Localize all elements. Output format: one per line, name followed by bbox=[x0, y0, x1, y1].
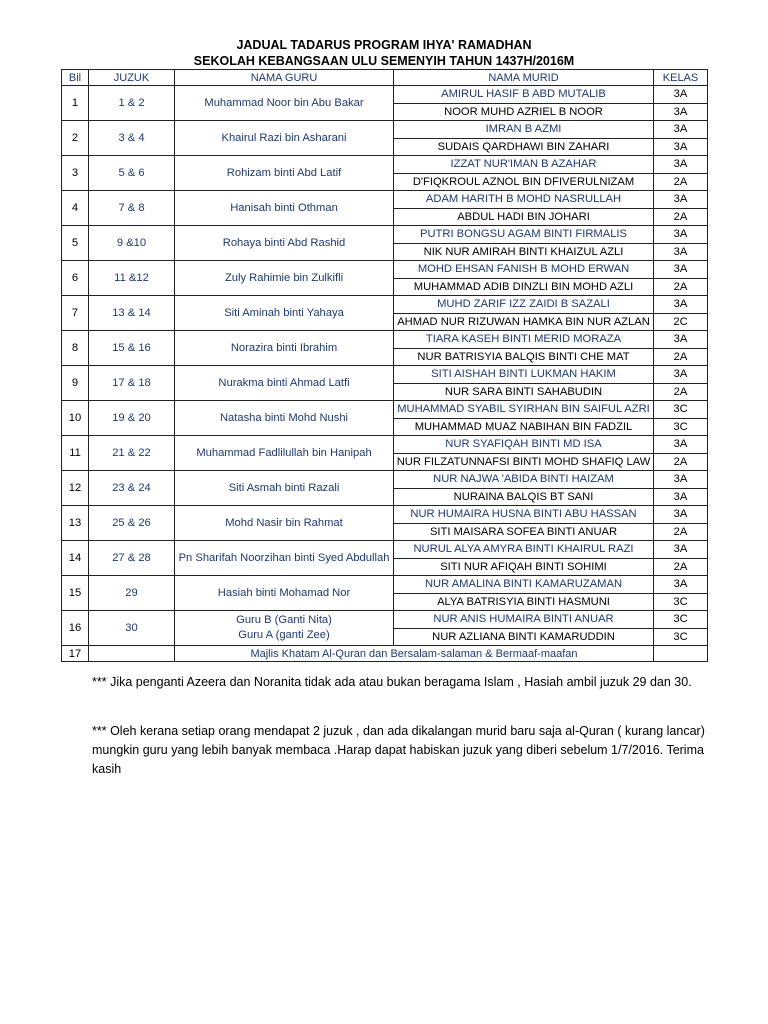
table-row bbox=[62, 366, 708, 401]
cell-bil: 16 bbox=[62, 611, 89, 646]
cell-kelas bbox=[654, 576, 708, 611]
cell-kelas bbox=[654, 86, 708, 121]
murid-name: NUR BATRISYIA BALQIS BINTI CHE MAT bbox=[394, 348, 653, 366]
kelas-value: 3A bbox=[673, 88, 688, 101]
murid-name: MUHAMMAD MUAZ NABIHAN BIN FADZIL bbox=[394, 418, 653, 436]
murid-name: SUDAIS QARDHAWI BIN ZAHARI bbox=[394, 138, 653, 156]
cell-murid bbox=[394, 331, 654, 366]
table-row bbox=[62, 401, 708, 436]
cell-juzuk: 23 & 24 bbox=[89, 471, 175, 506]
kelas-value: 2C bbox=[654, 313, 707, 331]
table-row bbox=[62, 471, 708, 506]
guru-name: Guru B (Ganti Nita) Guru A (ganti Zee) bbox=[236, 614, 332, 641]
kelas-value: 2A bbox=[654, 208, 707, 226]
schedule-table bbox=[61, 69, 708, 662]
cell-guru bbox=[175, 541, 394, 576]
cell-kelas bbox=[654, 366, 708, 401]
guru-name: Mohd Nasir bin Rahmat bbox=[225, 516, 343, 529]
cell-empty bbox=[654, 646, 708, 662]
murid-name: AHMAD NUR RIZUWAN HAMKA BIN NUR AZLAN bbox=[394, 313, 653, 331]
cell-juzuk: 19 & 20 bbox=[89, 401, 175, 436]
guru-name: Muhammad Fadlilullah bin Hanipah bbox=[196, 446, 372, 459]
kelas-value: 3A bbox=[654, 138, 707, 156]
table-row bbox=[62, 611, 708, 646]
kelas-value: 3A bbox=[673, 508, 688, 521]
murid-name: MOHD EHSAN FANISH B MOHD ERWAN bbox=[417, 263, 630, 276]
cell-guru bbox=[175, 366, 394, 401]
note-replacement: *** Jika penganti Azeera dan Noranita tidak ada atau bukan beragama Islam , Hasiah ambil juzuk 29 dan 30. bbox=[92, 675, 692, 689]
cell-juzuk: 11 &12 bbox=[89, 261, 175, 296]
murid-name: MUHAMMAD SYABIL SYIRHAN BIN SAIFUL AZRI bbox=[397, 403, 650, 416]
kelas-value: 3A bbox=[654, 103, 707, 121]
murid-name: SITI NUR AFIQAH BINTI SOHIMI bbox=[394, 558, 653, 576]
cell-kelas bbox=[654, 156, 708, 191]
kelas-value: 3A bbox=[673, 543, 688, 556]
kelas-value: 2A bbox=[654, 558, 707, 576]
cell-guru bbox=[175, 401, 394, 436]
cell-bil: 7 bbox=[62, 296, 89, 331]
cell-murid bbox=[394, 471, 654, 506]
cell-bil: 17 bbox=[62, 646, 89, 662]
cell-juzuk: 27 & 28 bbox=[89, 541, 175, 576]
guru-name: Muhammad Noor bin Abu Bakar bbox=[204, 96, 364, 109]
kelas-value: 3A bbox=[673, 333, 688, 346]
murid-name: NUR SARA BINTI SAHABUDIN bbox=[394, 383, 653, 401]
cell-kelas bbox=[654, 506, 708, 541]
cell-murid bbox=[394, 121, 654, 156]
guru-name: Siti Aminah binti Yahaya bbox=[224, 306, 344, 319]
kelas-value: 2A bbox=[654, 348, 707, 366]
guru-name: Zuly Rahimie bin Zulkifli bbox=[224, 271, 344, 284]
cell-bil: 14 bbox=[62, 541, 89, 576]
cell-juzuk: 21 & 22 bbox=[89, 436, 175, 471]
document-title: JADUAL TADARUS PROGRAM IHYA' RAMADHAN bbox=[236, 38, 532, 52]
cell-juzuk: 15 & 16 bbox=[89, 331, 175, 366]
kelas-value: 3A bbox=[673, 438, 688, 451]
kelas-value: 3A bbox=[673, 368, 688, 381]
kelas-value: 2A bbox=[654, 453, 707, 471]
table-header-row bbox=[62, 70, 708, 86]
cell-murid bbox=[394, 401, 654, 436]
murid-name: D'FIQKROUL AZNOL BIN DFIVERULNIZAM bbox=[394, 173, 653, 191]
cell-juzuk: 1 & 2 bbox=[89, 86, 175, 121]
table-row bbox=[62, 331, 708, 366]
kelas-value: 3A bbox=[673, 298, 688, 311]
cell-empty bbox=[89, 646, 175, 662]
cell-kelas bbox=[654, 331, 708, 366]
cell-kelas bbox=[654, 611, 708, 646]
cell-guru bbox=[175, 436, 394, 471]
murid-name: NUR NAJWA 'ABIDA BINTI HAIZAM bbox=[433, 473, 614, 486]
murid-name: NUR AZLIANA BINTI KAMARUDDIN bbox=[394, 628, 653, 646]
kelas-value: 3A bbox=[673, 263, 688, 276]
murid-name: SITI MAISARA SOFEA BINTI ANUAR bbox=[394, 523, 653, 541]
closing-ceremony-text: Majlis Khatam Al-Quran dan Bersalam-salaman & Bermaaf-maafan bbox=[175, 646, 654, 662]
murid-name: NURAINA BALQIS BT SANI bbox=[394, 488, 653, 506]
kelas-value: 3A bbox=[673, 158, 688, 171]
guru-name: Khairul Razi bin Asharani bbox=[221, 131, 347, 144]
cell-guru bbox=[175, 226, 394, 261]
cell-bil: 1 bbox=[62, 86, 89, 121]
col-header-guru: NAMA GURU bbox=[175, 70, 394, 86]
murid-name: NUR FILZATUNNAFSI BINTI MOHD SHAFIQ LAW bbox=[394, 453, 653, 471]
cell-kelas bbox=[654, 471, 708, 506]
cell-kelas bbox=[654, 226, 708, 261]
kelas-value: 3A bbox=[654, 243, 707, 261]
cell-murid bbox=[394, 436, 654, 471]
cell-juzuk: 7 & 8 bbox=[89, 191, 175, 226]
murid-name: NUR AMALINA BINTI KAMARUZAMAN bbox=[424, 578, 623, 591]
guru-name: Nurakma binti Ahmad Latfi bbox=[218, 376, 350, 389]
cell-murid bbox=[394, 86, 654, 121]
cell-bil: 13 bbox=[62, 506, 89, 541]
murid-name: NOOR MUHD AZRIEL B NOOR bbox=[394, 103, 653, 121]
cell-guru bbox=[175, 611, 394, 646]
kelas-value: 2A bbox=[654, 173, 707, 191]
table-row bbox=[62, 191, 708, 226]
murid-name: MUHD ZARIF IZZ ZAIDI B SAZALI bbox=[437, 298, 610, 311]
cell-murid bbox=[394, 541, 654, 576]
table-row bbox=[62, 296, 708, 331]
cell-juzuk: 29 bbox=[89, 576, 175, 611]
kelas-value: 3A bbox=[673, 473, 688, 486]
cell-bil: 11 bbox=[62, 436, 89, 471]
cell-juzuk: 13 & 14 bbox=[89, 296, 175, 331]
murid-name: TIARA KASEH BINTI MERID MORAZA bbox=[425, 333, 622, 346]
guru-name: Norazira binti Ibrahim bbox=[230, 341, 338, 354]
cell-juzuk: 25 & 26 bbox=[89, 506, 175, 541]
table-row bbox=[62, 436, 708, 471]
kelas-value: 3C bbox=[654, 593, 707, 611]
col-header-bil: Bil bbox=[62, 70, 89, 86]
kelas-value: 3C bbox=[673, 613, 688, 626]
cell-bil: 9 bbox=[62, 366, 89, 401]
guru-name: Hasiah binti Mohamad Nor bbox=[217, 586, 351, 599]
murid-name: NUR SYAFIQAH BINTI MD ISA bbox=[445, 438, 602, 451]
cell-guru bbox=[175, 471, 394, 506]
cell-guru bbox=[175, 296, 394, 331]
cell-juzuk: 17 & 18 bbox=[89, 366, 175, 401]
murid-name: NURUL ALYA AMYRA BINTI KHAIRUL RAZI bbox=[413, 543, 634, 556]
kelas-value: 2A bbox=[654, 278, 707, 296]
cell-kelas bbox=[654, 121, 708, 156]
cell-guru bbox=[175, 121, 394, 156]
kelas-value: 3C bbox=[654, 628, 707, 646]
murid-name: ADAM HARITH B MOHD NASRULLAH bbox=[425, 193, 622, 206]
cell-murid bbox=[394, 366, 654, 401]
cell-bil: 5 bbox=[62, 226, 89, 261]
murid-name: AMIRUL HASIF B ABD MUTALIB bbox=[441, 88, 606, 101]
guru-name: Rohizam binti Abd Latif bbox=[226, 166, 342, 179]
cell-juzuk: 9 &10 bbox=[89, 226, 175, 261]
guru-name: Pn Sharifah Noorzihan binti Syed Abdullah bbox=[178, 551, 390, 564]
document-subtitle: SEKOLAH KEBANGSAAN ULU SEMENYIH TAHUN 1437H/2016M bbox=[193, 54, 575, 68]
table-row bbox=[62, 86, 708, 121]
kelas-value: 3C bbox=[673, 403, 688, 416]
cell-bil: 2 bbox=[62, 121, 89, 156]
kelas-value: 3A bbox=[673, 123, 688, 136]
murid-name: NIK NUR AMIRAH BINTI KHAIZUL AZLI bbox=[394, 243, 653, 261]
cell-bil: 6 bbox=[62, 261, 89, 296]
cell-kelas bbox=[654, 401, 708, 436]
cell-bil: 8 bbox=[62, 331, 89, 366]
cell-guru bbox=[175, 86, 394, 121]
murid-name: NUR HUMAIRA HUSNA BINTI ABU HASSAN bbox=[410, 508, 637, 521]
cell-bil: 4 bbox=[62, 191, 89, 226]
cell-bil: 10 bbox=[62, 401, 89, 436]
table-row bbox=[62, 226, 708, 261]
guru-name: Hanisah binti Othman bbox=[230, 201, 338, 214]
murid-name: NUR ANIS HUMAIRA BINTI ANUAR bbox=[433, 613, 614, 626]
murid-name: MUHAMMAD ADIB DINZLI BIN MOHD AZLI bbox=[394, 278, 653, 296]
cell-guru bbox=[175, 261, 394, 296]
table-row bbox=[62, 121, 708, 156]
murid-name: ALYA BATRISYIA BINTI HASMUNI bbox=[394, 593, 653, 611]
murid-name: IMRAN B AZMI bbox=[485, 123, 562, 136]
col-header-juzuk: JUZUK bbox=[89, 70, 175, 86]
col-header-kelas: KELAS bbox=[654, 70, 708, 86]
kelas-value: 3A bbox=[673, 228, 688, 241]
guru-name: Siti Asmah binti Razali bbox=[228, 481, 340, 494]
cell-juzuk: 3 & 4 bbox=[89, 121, 175, 156]
table-row-final bbox=[62, 646, 708, 662]
guru-name: Rohaya binti Abd Rashid bbox=[222, 236, 346, 249]
cell-bil: 3 bbox=[62, 156, 89, 191]
cell-bil: 15 bbox=[62, 576, 89, 611]
cell-bil: 12 bbox=[62, 471, 89, 506]
cell-murid bbox=[394, 191, 654, 226]
cell-murid bbox=[394, 576, 654, 611]
murid-name: ABDUL HADI BIN JOHARI bbox=[394, 208, 653, 226]
murid-name: IZZAT NUR'IMAN B AZAHAR bbox=[450, 158, 597, 171]
col-header-murid: NAMA MURID bbox=[394, 70, 654, 86]
cell-juzuk: 5 & 6 bbox=[89, 156, 175, 191]
cell-guru bbox=[175, 156, 394, 191]
cell-murid bbox=[394, 506, 654, 541]
note-reminder: *** Oleh kerana setiap orang mendapat 2 juzuk , dan ada dikalangan murid baru saja al-Quran ( kurang lancar) mungkin guru yang lebih banyak membaca .Harap dapat habiskan juzuk yang diberi sebelum 1/7/2016. Terima kasih bbox=[92, 724, 705, 776]
table-row bbox=[62, 261, 708, 296]
kelas-value: 3A bbox=[654, 488, 707, 506]
murid-name: SITI AISHAH BINTI LUKMAN HAKIM bbox=[431, 368, 616, 381]
cell-murid bbox=[394, 296, 654, 331]
table-row bbox=[62, 506, 708, 541]
cell-kelas bbox=[654, 296, 708, 331]
cell-murid bbox=[394, 261, 654, 296]
cell-murid bbox=[394, 226, 654, 261]
cell-guru bbox=[175, 576, 394, 611]
murid-name: PUTRI BONGSU AGAM BINTI FIRMALIS bbox=[420, 228, 627, 241]
cell-guru bbox=[175, 191, 394, 226]
cell-murid bbox=[394, 611, 654, 646]
cell-murid bbox=[394, 156, 654, 191]
kelas-value: 2A bbox=[654, 383, 707, 401]
cell-guru bbox=[175, 506, 394, 541]
cell-kelas bbox=[654, 261, 708, 296]
cell-juzuk: 30 bbox=[89, 611, 175, 646]
cell-kelas bbox=[654, 436, 708, 471]
cell-kelas bbox=[654, 191, 708, 226]
table-row bbox=[62, 576, 708, 611]
guru-name: Natasha binti Mohd Nushi bbox=[219, 411, 349, 424]
cell-guru bbox=[175, 331, 394, 366]
table-row bbox=[62, 156, 708, 191]
kelas-value: 3C bbox=[654, 418, 707, 436]
table-row bbox=[62, 541, 708, 576]
kelas-value: 2A bbox=[654, 523, 707, 541]
kelas-value: 3A bbox=[673, 193, 688, 206]
cell-kelas bbox=[654, 541, 708, 576]
kelas-value: 3A bbox=[673, 578, 688, 591]
